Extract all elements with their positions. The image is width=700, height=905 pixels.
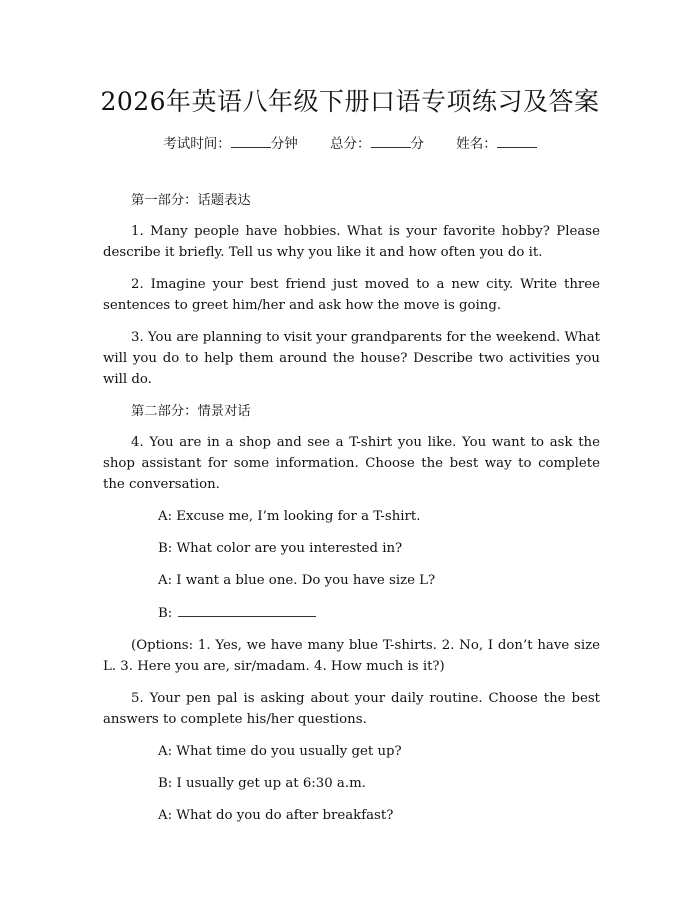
document-title: 2026年英语八年级下册口语专项练习及答案 [100, 87, 600, 116]
answer-blank [178, 602, 316, 617]
dialogue-line: B: I usually get up at 6:30 a.m. [158, 776, 366, 791]
time-blank [231, 135, 271, 148]
total-score: 总分： 分 [330, 136, 424, 152]
question-3: 3. You are planning to visit your grandparents for the weekend. What will you do to help them around the house? Describe two activities you will do. [103, 330, 600, 387]
dialogue-line: A: What time do you usually get up? [158, 744, 402, 759]
dialogue-line: B: What color are you interested in? [158, 541, 403, 556]
exam-meta [0, 132, 700, 152]
document-body [103, 190, 600, 837]
question-5: 5. Your pen pal is asking about your daily routine. Choose the best answers to complete his/her questions. [103, 691, 600, 727]
question-4-options: (Options: 1. Yes, we have many blue T-shirts. 2. No, I don’t have size L. 3. Here you are, sir/madam. 4. How much is it?) [103, 638, 600, 674]
dialogue-line-blank: B: [158, 602, 600, 624]
part2-heading: 第二部分：情景对话 [131, 404, 251, 419]
question-4: 4. You are in a shop and see a T-shirt you like. You want to ask the shop assistant for some information. Choose the best way to complete the conversation. [103, 435, 600, 492]
student-name: 姓名： [456, 136, 537, 152]
dialogue-line: A: I want a blue one. Do you have size L? [158, 573, 436, 588]
dialogue-line: A: Excuse me, I’m looking for a T-shirt. [158, 509, 421, 524]
question-2: 2. Imagine your best friend just moved to a new city. Write three sentences to greet him/her and ask how the move is going. [103, 277, 600, 313]
question-1: 1. Many people have hobbies. What is your favorite hobby? Please describe it briefly. Tell us why you like it and how often you do it. [103, 224, 600, 260]
part1-heading: 第一部分：话题表达 [131, 193, 251, 208]
exam-time: 考试时间： 分钟 [163, 136, 298, 152]
dialogue-line: A: What do you do after breakfast? [158, 808, 394, 823]
score-blank [371, 135, 411, 148]
name-blank [497, 135, 537, 148]
